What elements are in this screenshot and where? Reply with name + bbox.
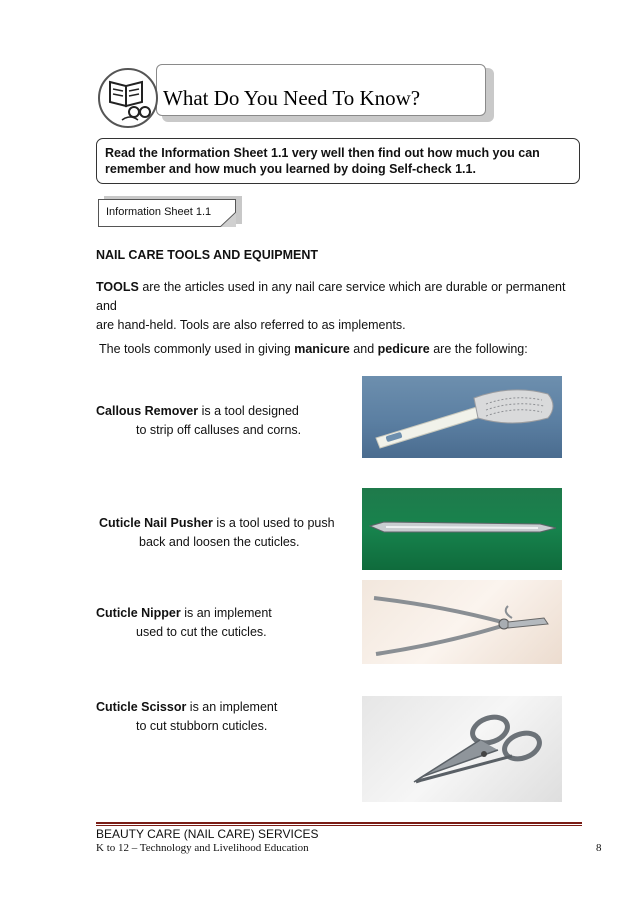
cuticle-pusher-photo [362,488,562,570]
item-description: is an implement [186,700,278,714]
page-fold-icon [220,212,236,227]
footer-course-title: BEAUTY CARE (NAIL CARE) SERVICES [96,827,319,841]
item-term: Cuticle Scissor [96,700,187,714]
item-description-line-2: used to cut the cuticles. [136,625,267,639]
list-item-cuticle-nail-pusher [99,514,335,552]
list-item-cuticle-scissor [96,698,277,736]
page-number: 8 [596,842,602,854]
intro-manicure: manicure [294,342,350,356]
tools-definition-line-2: are hand-held. Tools are also referred to as implements. [96,318,406,332]
intro-pedicure: pedicure [377,342,430,356]
information-sheet-tag [98,199,236,227]
callous-remover-photo [362,376,562,458]
item-description-line-2: to cut stubborn cuticles. [136,719,268,733]
cuticle-scissor-photo [362,696,562,802]
page-title: What Do You Need To Know? [163,86,421,110]
item-description-line-2: back and loosen the cuticles. [139,535,300,549]
item-description: is a tool used to push [212,516,335,530]
tools-intro [99,342,528,356]
item-description: is an implement [180,606,272,620]
instruction-line-1: Read the Information Sheet 1.1 very well then find out how much you can [105,146,540,160]
item-term: Callous Remover [96,404,199,418]
intro-and: and [349,342,378,356]
tools-term: TOOLS [96,280,139,294]
list-item-callous-remover [96,402,301,440]
footer-divider-thin [96,825,582,826]
instruction-line-2: remember and how much you learned by doing Self-check 1.1. [105,162,476,176]
section-heading: NAIL CARE TOOLS AND EQUIPMENT [96,248,319,262]
book-reader-icon [98,68,158,128]
intro-end: are the following: [429,342,528,356]
cuticle-nipper-photo [362,580,562,664]
item-description-line-2: to strip off calluses and corns. [136,423,302,437]
information-sheet-label: Information Sheet 1.1 [106,206,212,218]
item-description: is a tool designed [198,404,299,418]
instruction-box [96,138,580,184]
list-item-cuticle-nipper [96,604,272,642]
item-term: Cuticle Nipper [96,606,181,620]
intro-text: The tools commonly used in giving [99,342,295,356]
item-term: Cuticle Nail Pusher [99,516,213,530]
tools-definition [96,278,586,335]
footer-curriculum: K to 12 – Technology and Livelihood Education [96,842,309,854]
tools-definition-line-1: are the articles used in any nail care service which are durable or permanent and [96,280,566,313]
footer-divider [96,822,582,824]
